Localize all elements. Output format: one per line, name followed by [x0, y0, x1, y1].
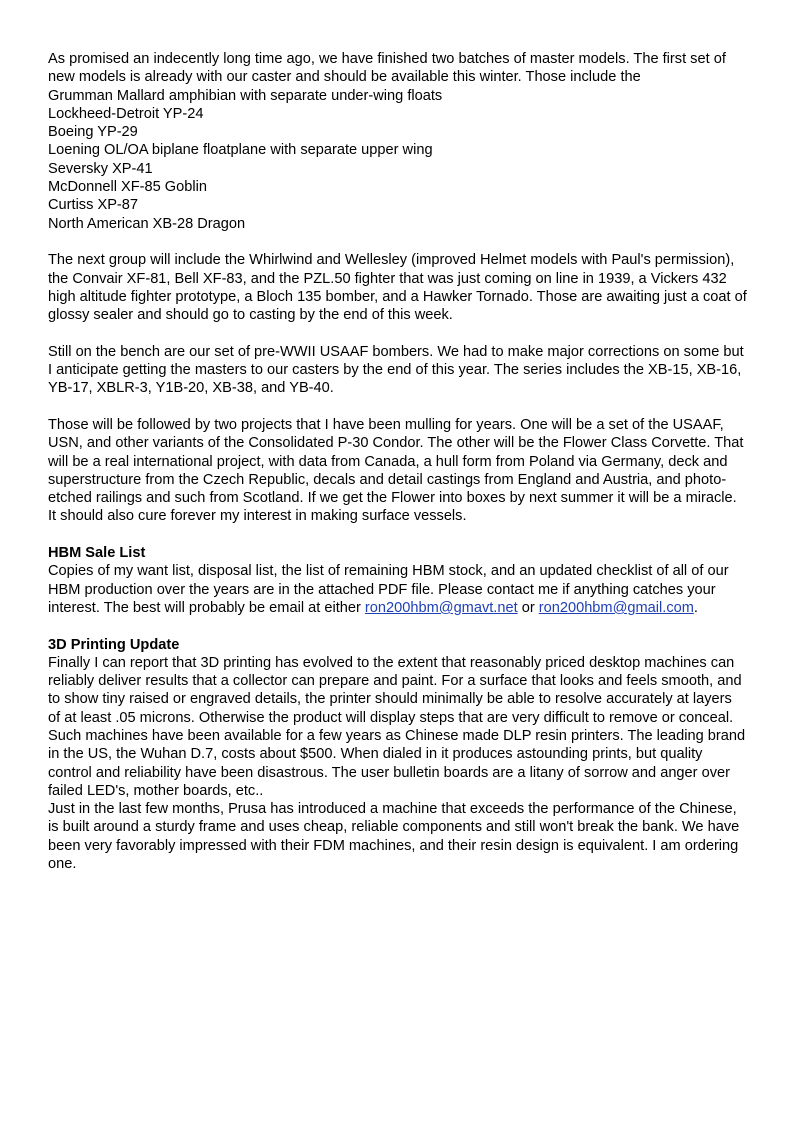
sale-text: Copies of my want list, disposal list, the list of remaining HBM stock, and an updated checklist of all of our HBM production over the years are in the attached PDF file. Please contact me if anything catches your interest. The best will probably be email at either: [48, 563, 729, 616]
model-list-item: Curtiss XP-87: [48, 197, 139, 214]
model-list-item: Loening OL/OA biplane floatplane with separate upper wing: [48, 142, 433, 159]
model-list-item: Grumman Mallard amphibian with separate under-wing floats: [48, 87, 443, 104]
printing-paragraph-2: Just in the last few months, Prusa has introduced a machine that exceeds the performance of the Chinese, is built around a sturdy frame and uses cheap, reliable components and still won't break the bank. We have been very favorably impressed with their FDM machines, and their resin design is equivalent. I am ordering one.: [48, 801, 740, 873]
model-list-item: North American XB-28 Dragon: [48, 215, 246, 232]
document-page: [48, 50, 748, 873]
intro-text: As promised an indecently long time ago, we have finished two batches of master models. The first set of new models is already with our caster and should be available this winter. Those include the: [48, 51, 726, 86]
model-list-item: McDonnell XF-85 Goblin: [48, 179, 207, 196]
or-text: or: [517, 599, 535, 616]
sale-end-punctuation: .: [693, 599, 698, 616]
projects-paragraph: Those will be followed by two projects that I have been mulling for years. One will be a set of the USAAF, USN, and other variants of the Consolidated P-30 Condor. The other will be the Flower Class Corvette. That will be a real international project, with data from Canada, a hull form from Poland via Germany, deck and superstructure from the Czech Republic, decals and detail castings from England and Austria, and photo-etched railings and such from Scotland. If we get the Flower into boxes by next summer it will be a miracle. It should also cure forever my interest in making surface vessels.: [48, 416, 744, 525]
intro-section: [48, 50, 748, 233]
next-group-paragraph: The next group will include the Whirlwind and Wellesley (improved Helmet models with Paul's permission), the Convair XF-81, Bell XF-83, and the PZL.50 fighter that was just coming on line in 1939, a Vickers 432 high altitude fighter prototype, a Bloch 135 bomber, and a Hawker Tornado. Those are awaiting just a coat of glossy sealer and should go to casting by the end of this week.: [48, 252, 747, 324]
model-list-item: Boeing YP-29: [48, 124, 138, 141]
sale-heading: HBM Sale List: [48, 545, 146, 562]
model-list-item: Seversky XP-41: [48, 160, 153, 177]
email-link-gmail[interactable]: ron200hbm@gmail.com: [538, 599, 694, 616]
printing-paragraph-1: Finally I can report that 3D printing has evolved to the extent that reasonably priced desktop machines can reliably deliver results that a collector can prepare and paint. For a surface that looks and feels smooth, and to show tiny raised or engraved details, the printer should minimally be able to resolve accurately at layers of at least .05 microns. Otherwise the product will display steps that are very difficult to remove or conceal. Such machines have been available for a few years as Chinese made DLP resin printers. The leading brand in the US, the Wuhan D.7, costs about $500. When dialed in it produces astounding prints, but quality control and reliability have been disastrous. The user bulletin boards are a litany of sorrow and anger over failed LED's, mother boards, etc..: [48, 654, 746, 799]
printing-heading: 3D Printing Update: [48, 636, 180, 653]
bench-paragraph: Still on the bench are our set of pre-WWII USAAF bombers. We had to make major corrections on some but I anticipate getting the masters to our casters by the end of this year. The series includes the XB-15, XB-16, YB-17, XBLR-3, Y1B-20, XB-38, and YB-40.: [48, 343, 744, 397]
model-list-item: Lockheed-Detroit YP-24: [48, 105, 204, 122]
printing-section: [48, 636, 748, 874]
sale-section: [48, 544, 748, 617]
email-link-gmavt[interactable]: ron200hbm@gmavt.net: [364, 599, 518, 616]
